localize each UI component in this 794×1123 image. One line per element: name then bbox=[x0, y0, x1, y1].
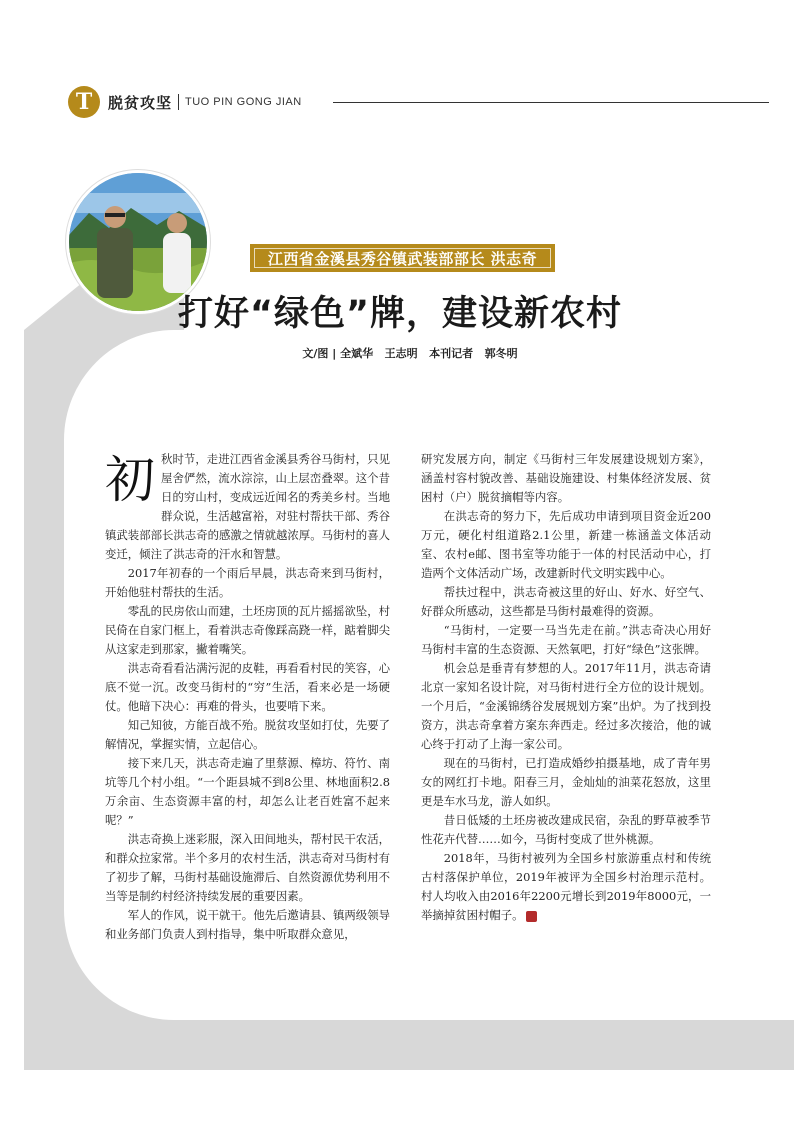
subtitle-banner bbox=[250, 244, 555, 272]
paragraph-text: 2018年，马街村被列为全国乡村旅游重点村和传统古村落保护单位，2019年被评为全国乡村治理示范村。村人均收入由2016年2200元增长到2019年8000元，一举摘掉贫困村帽子。 bbox=[421, 851, 711, 922]
paragraph: 知己知彼，方能百战不殆。脱贫攻坚如打仗，先要了解情况，掌握实情，立起信心。 bbox=[105, 718, 390, 751]
end-mark-icon bbox=[526, 911, 537, 922]
paragraph: 机会总是垂青有梦想的人。2017年11月，洪志奇请北京一家知名设计院，对马街村进行全方位的设计规划。一个月后，“金溪锦绣谷发展规划方案”出炉。为了找到投资方，洪志奇拿着方案东奔西走。经过多次接洽，他的诚心终于打动了上海一家公司。 bbox=[421, 661, 711, 751]
paragraph: 军人的作风，说干就干。他先后邀请县、镇两级领导和业务部门负责人到村指导，集中听取群众意见， bbox=[105, 908, 390, 941]
paragraph: “马街村，一定要一马当先走在前。”洪志奇决心用好马街村丰富的生态资源、天然氧吧，打好“绿色”这张牌。 bbox=[421, 623, 711, 656]
header-divider bbox=[178, 94, 179, 110]
section-subtitle: TUO PIN GONG JIAN bbox=[185, 96, 302, 108]
article-title: 打好“绿色”牌，建设新农村 bbox=[177, 294, 622, 334]
paragraph: 洪志奇看看沾满污泥的皮鞋，再看看村民的笑容，心底不觉一沉。改变马街村的“穷”生活，看来必是一场硬仗。他暗下决心：再难的骨头，也要啃下来。 bbox=[105, 661, 390, 713]
paragraph: 现在的马街村，已打造成婚纱拍摄基地，成了青年男女的网红打卡地。阳春三月，金灿灿的油菜花怒放，这里更是车水马龙，游人如织。 bbox=[421, 756, 711, 808]
drop-cap: 初 bbox=[105, 451, 155, 509]
paragraph: 零乱的民房依山而建，土坯房顶的瓦片摇摇欲坠，村民倚在自家门框上，看着洪志奇像踩高跷一样，踮着脚尖从这家走到那家，撇着嘴笑。 bbox=[105, 604, 390, 656]
right-column bbox=[421, 450, 711, 925]
section-badge: T bbox=[68, 86, 100, 118]
byline: 文/图 | 全斌华 王志明 本刊记者 郭冬明 bbox=[302, 347, 518, 360]
paragraph: 洪志奇换上迷彩服，深入田间地头，帮村民干农活，和群众拉家常。半个多月的农村生活，洪志奇对马街村有了初步了解，马街村基础设施滞后、自然资源优势利用不当等是制约村经济持续发展的重要因素。 bbox=[105, 832, 390, 903]
paragraph: 在洪志奇的努力下，先后成功申请到项目资金近200万元，硬化村组道路2.1公里，新建一栋涵盖文体活动室、农村e邮、图书室等功能于一体的村民活动中心，打造两个文体活动广场，改建新时代文明实践中心。 bbox=[421, 509, 711, 580]
header-rule bbox=[333, 102, 769, 103]
paragraph: 2017年初春的一个雨后早晨，洪志奇来到马街村，开始他驻村帮扶的生活。 bbox=[105, 566, 390, 599]
section-header bbox=[68, 86, 302, 118]
subtitle-text: 江西省金溪县秀谷镇武装部部长 洪志奇 bbox=[267, 249, 538, 268]
paragraph: 秋时节，走进江西省金溪县秀谷马街村，只见屋舍俨然，流水淙淙，山上层峦叠翠。这个昔日的穷山村，变成远近闻名的秀美乡村。当地群众说，生活越富裕，对驻村帮扶干部、秀谷镇武装部部长洪志奇的感激之情就越浓厚。马街村的喜人变迁，倾注了洪志奇的汗水和智慧。 bbox=[105, 452, 390, 561]
paragraph: 昔日低矮的土坯房被改建成民宿，杂乱的野草被季节性花卉代替……如今，马街村变成了世外桃源。 bbox=[421, 813, 711, 846]
paragraph: 帮扶过程中，洪志奇被这里的好山、好水、好空气、好群众所感动，这些都是马街村最难得的资源。 bbox=[421, 585, 711, 618]
paragraph: 研究发展方向，制定《马街村三年发展建设规划方案》，涵盖村容村貌改善、基础设施建设、村集体经济发展、贫困村（户）脱贫摘帽等内容。 bbox=[421, 452, 711, 504]
section-title: 脱贫攻坚 bbox=[108, 93, 173, 112]
paragraph: 接下来几天，洪志奇走遍了里蔡源、樟坊、符竹、南坑等几个村小组。“一个距县城不到8公里、林地面积2.8万余亩、生态资源丰富的村，却怎么让老百姓富不起来呢？” bbox=[105, 756, 390, 827]
paragraph bbox=[421, 849, 711, 925]
left-column bbox=[105, 450, 390, 944]
